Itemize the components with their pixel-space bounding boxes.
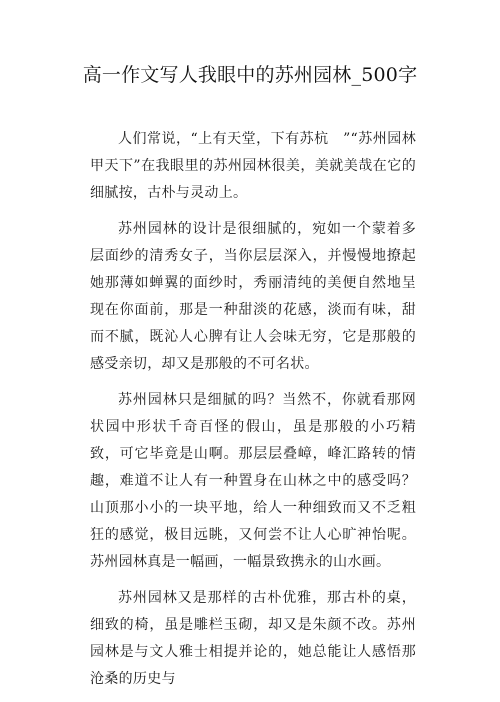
document-title: 高一作文写人我眼中的苏州园林_500字 (82, 64, 418, 86)
paragraph-1: 人们常说，“上有天堂，下有苏杭 ”“苏州园林甲天下”在我眼里的苏州园林很美，美就美哉在它的细腻按，古朴与灵动上。 (90, 131, 416, 201)
paragraph-4: 苏州园林又是那样的古朴优雅，那古朴的桌，细致的椅，虽是雕栏玉砌，却又是朱颜不改。苏州园林是与文人雅士相提并论的，她总能让人感悟那沧桑的历史与 (90, 590, 416, 687)
document-body (90, 126, 416, 702)
paragraph-3: 苏州园林只是细腻的吗？当然不，你就看那网状园中形状千奇百怪的假山，虽是那般的小巧精致，可它毕竟是山啊。那层层叠嶂，峰汇路转的情趣，难道不让人有一种置身在山林之中的感受吗？山顶那小小的一块平地，给人一种细致而又不乏粗狂的感觉，极目远眺，又何尝不让人心旷神怡呢。苏州园林真是一幅画，一幅景致携永的山水画。 (90, 392, 416, 570)
paragraph-2: 苏州园林的设计是很细腻的，宛如一个蒙着多层面纱的清秀女子，当你层层深入，并慢慢地撩起她那薄如蝉翼的面纱时，秀丽清纯的美便自然地呈现在你面前，那是一种甜淡的花感，淡而有味，甜而不腻，既沁人心脾有让人会味无穷，它是那般的感受亲切，却又是那般的不可名状。 (90, 221, 416, 372)
